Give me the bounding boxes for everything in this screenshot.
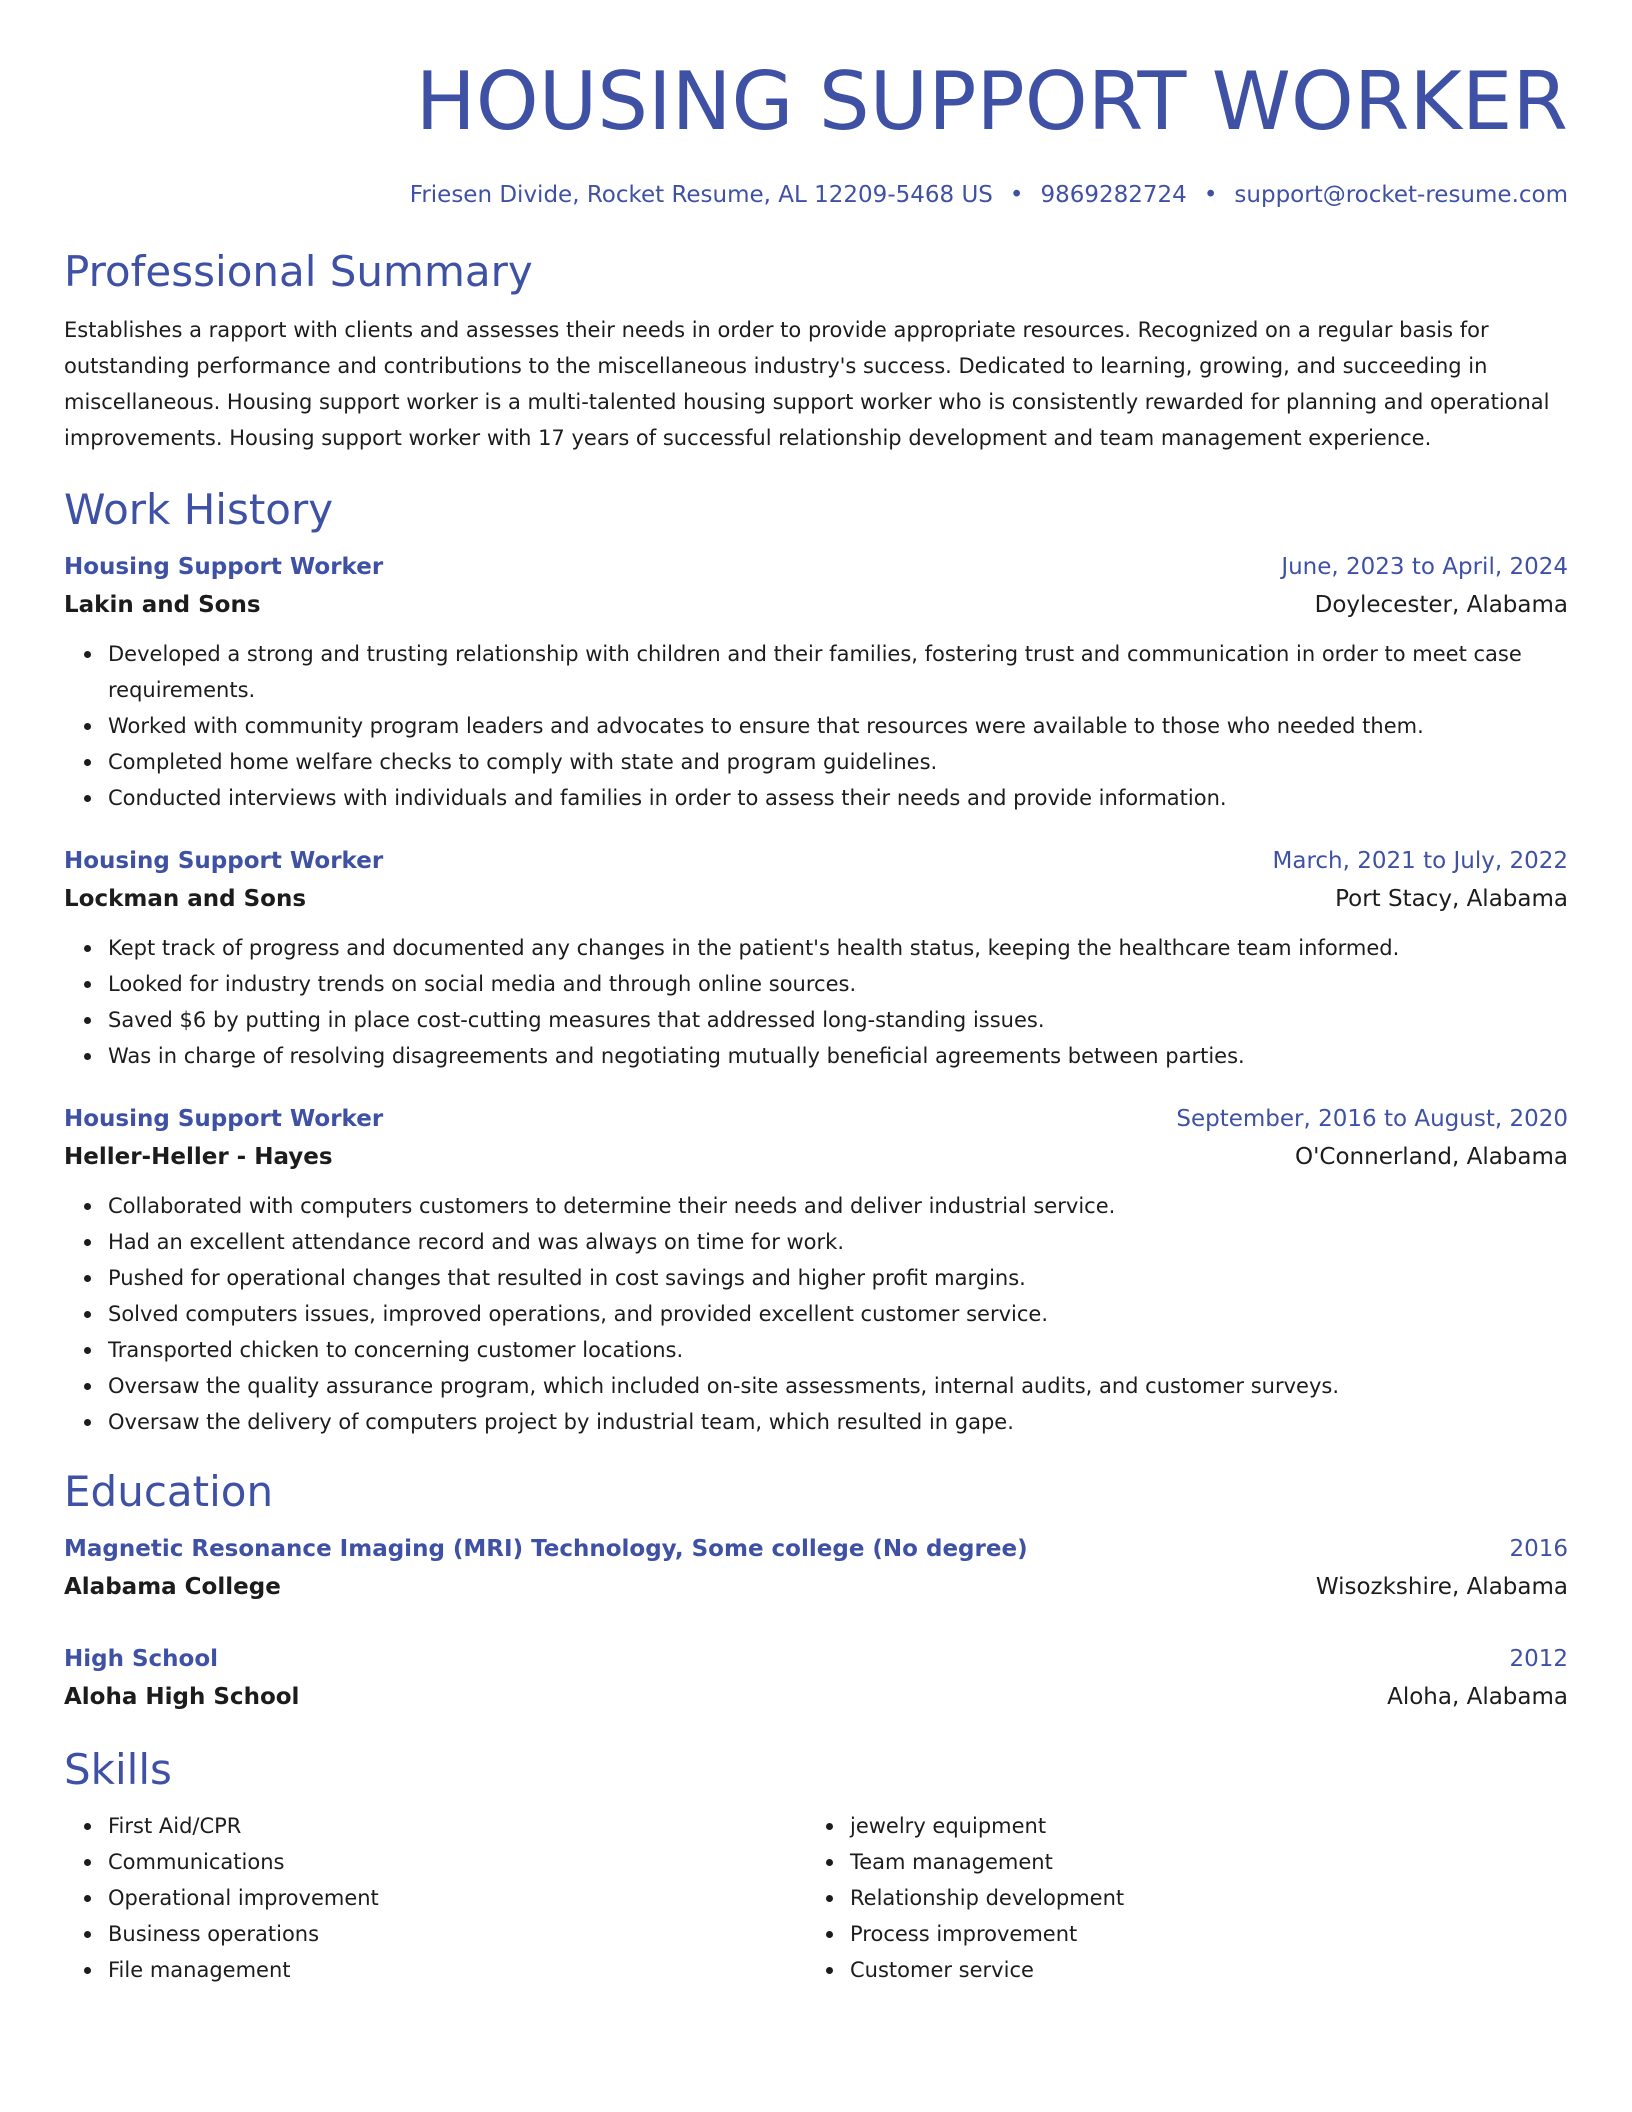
job-company-row — [64, 1138, 1568, 1176]
education-degree: Magnetic Resonance Imaging (MRI) Technology, Some college (No degree) — [64, 1536, 1028, 1562]
job-company: Lakin and Sons — [64, 592, 261, 618]
job-bullet: Looked for industry trends on social media and through online sources. — [108, 966, 1568, 1002]
skill-item: Process improvement — [850, 1916, 1548, 1952]
contact-separator: • — [1009, 182, 1024, 208]
education-header-row — [64, 1640, 1568, 1678]
education-school-row — [64, 1678, 1568, 1716]
skill-item: Relationship development — [850, 1880, 1548, 1916]
job-company-row — [64, 880, 1568, 918]
job-entry — [64, 842, 1568, 1074]
job-location: O'Connerland, Alabama — [1294, 1144, 1568, 1170]
education-header-row — [64, 1530, 1568, 1568]
job-bullet: Had an excellent attendance record and was always on time for work. — [108, 1224, 1568, 1260]
job-company-row — [64, 586, 1568, 624]
job-bullet: Transported chicken to concerning customer locations. — [108, 1332, 1568, 1368]
skill-item: Team management — [850, 1844, 1548, 1880]
education-entry — [64, 1640, 1568, 1716]
job-bullets — [64, 636, 1568, 816]
job-company: Heller-Heller - Hayes — [64, 1144, 333, 1170]
job-bullet: Saved $6 by putting in place cost-cutting measures that addressed long-standing issues. — [108, 1002, 1568, 1038]
job-bullet: Oversaw the delivery of computers project by industrial team, which resulted in gape. — [108, 1404, 1568, 1440]
job-bullet: Oversaw the quality assurance program, which included on-site assessments, internal audits, and customer surveys. — [108, 1368, 1568, 1404]
resume-page — [64, 0, 1568, 1988]
section-title-skills: Skills — [64, 1745, 172, 1794]
education-year: 2012 — [1509, 1646, 1568, 1672]
job-dates: September, 2016 to August, 2020 — [1176, 1106, 1568, 1132]
job-dates: June, 2023 to April, 2024 — [1281, 554, 1568, 580]
education-location: Aloha, Alabama — [1387, 1684, 1568, 1710]
skills-grid — [64, 1808, 1568, 1988]
job-entry — [64, 548, 1568, 816]
job-bullet: Conducted interviews with individuals and families in order to assess their needs and provide information. — [108, 780, 1568, 816]
job-bullet: Kept track of progress and documented any changes in the patient's health status, keeping the healthcare team informed. — [108, 930, 1568, 966]
contact-email: support@rocket-resume.com — [1234, 182, 1568, 208]
summary-paragraph: Establishes a rapport with clients and assesses their needs in order to provide appropriate resources. Recognized on a regular basis for outstanding performance and contributions to the miscellaneous industry's success. Dedicated to learning, growing, and succeeding in miscellaneous. Housing support worker is a multi-talented housing support worker who is consistently rewarded for planning and operational improvements. Housing support worker with 17 years of successful relationship development and team management experience. — [64, 318, 1550, 450]
section-title-education: Education — [64, 1467, 274, 1516]
job-bullets — [64, 930, 1568, 1074]
job-header-row — [64, 548, 1568, 586]
contact-address: Friesen Divide, Rocket Resume, AL 12209-5468 US — [409, 182, 993, 208]
contact-phone: 9869282724 — [1040, 182, 1187, 208]
skill-item: Business operations — [108, 1916, 806, 1952]
job-bullet: Worked with community program leaders and advocates to ensure that resources were available to those who needed them. — [108, 708, 1568, 744]
job-header-row — [64, 842, 1568, 880]
skills-list — [806, 1808, 1548, 1988]
job-bullet: Was in charge of resolving disagreements and negotiating mutually beneficial agreements between parties. — [108, 1038, 1568, 1074]
job-bullet: Completed home welfare checks to comply with state and program guidelines. — [108, 744, 1568, 780]
skill-item: Operational improvement — [108, 1880, 806, 1916]
education-entry — [64, 1530, 1568, 1606]
page-title: HOUSING SUPPORT WORKER — [415, 55, 1568, 148]
skill-item: jewelry equipment — [850, 1808, 1548, 1844]
job-bullet: Collaborated with computers customers to determine their needs and deliver industrial service. — [108, 1188, 1568, 1224]
job-location: Doylecester, Alabama — [1314, 592, 1568, 618]
contact-separator: • — [1203, 182, 1218, 208]
education-degree: High School — [64, 1646, 219, 1672]
job-bullet: Pushed for operational changes that resulted in cost savings and higher profit margins. — [108, 1260, 1568, 1296]
job-company: Lockman and Sons — [64, 886, 307, 912]
job-bullet: Developed a strong and trusting relationship with children and their families, fostering trust and communication in order to meet case requirements. — [108, 636, 1568, 708]
skill-item: File management — [108, 1952, 806, 1988]
education-school: Alabama College — [64, 1574, 281, 1600]
education-location: Wisozkshire, Alabama — [1315, 1574, 1568, 1600]
skills-list — [64, 1808, 806, 1988]
skill-item: Communications — [108, 1844, 806, 1880]
job-title: Housing Support Worker — [64, 554, 384, 580]
education-school: Aloha High School — [64, 1684, 300, 1710]
job-bullet: Solved computers issues, improved operations, and provided excellent customer service. — [108, 1296, 1568, 1332]
section-title-summary: Professional Summary — [64, 247, 533, 296]
job-location: Port Stacy, Alabama — [1335, 886, 1568, 912]
skills-column-right — [806, 1808, 1548, 1988]
job-entry — [64, 1100, 1568, 1440]
contact-line — [64, 180, 1568, 210]
skill-item: Customer service — [850, 1952, 1548, 1988]
job-title: Housing Support Worker — [64, 1106, 384, 1132]
skills-column-left — [64, 1808, 806, 1988]
job-header-row — [64, 1100, 1568, 1138]
section-title-work-history: Work History — [64, 485, 334, 534]
skill-item: First Aid/CPR — [108, 1808, 806, 1844]
education-year: 2016 — [1509, 1536, 1568, 1562]
job-title: Housing Support Worker — [64, 848, 384, 874]
job-dates: March, 2021 to July, 2022 — [1272, 848, 1568, 874]
education-school-row — [64, 1568, 1568, 1606]
job-bullets — [64, 1188, 1568, 1440]
